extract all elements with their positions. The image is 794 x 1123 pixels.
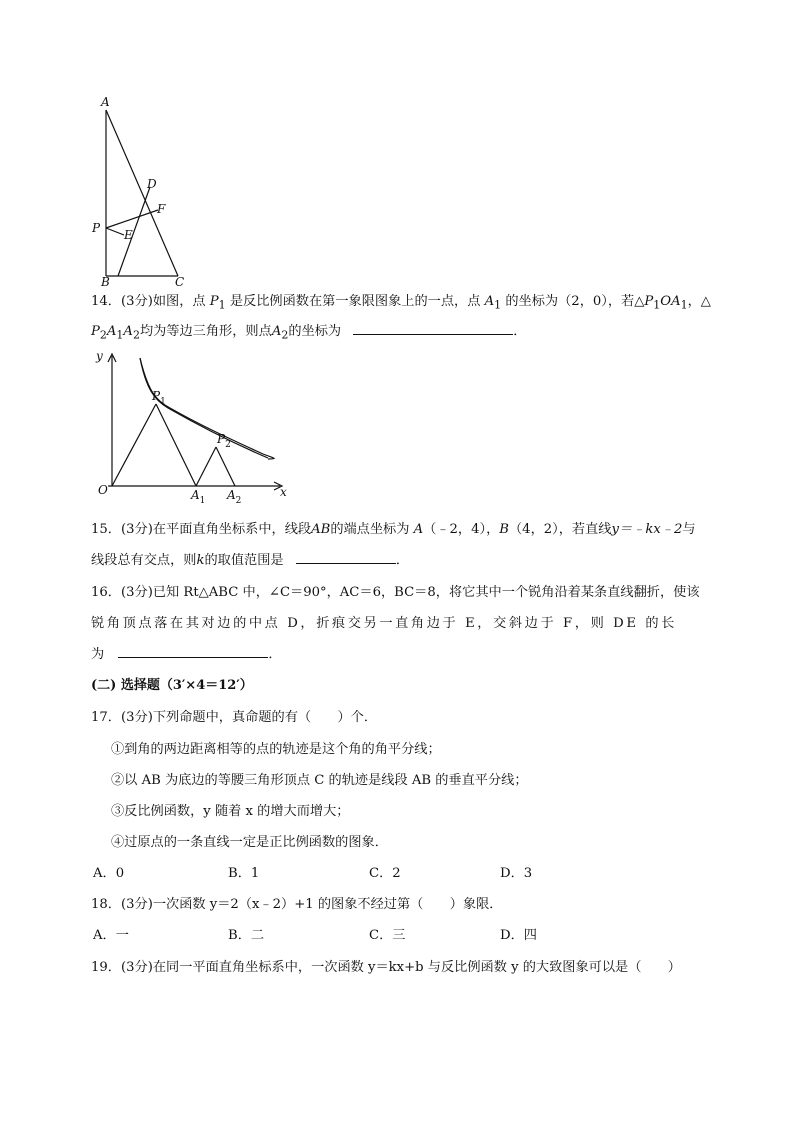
figure-hyperbola [88,346,298,506]
q15-point-a: A [413,522,424,537]
axis-x-label: x [280,485,287,499]
origin-label: O [98,483,108,497]
q14-tri1-sub: 1 [653,298,661,312]
q14-l2b-sub: 1 [116,328,124,342]
label-C: C [175,275,185,287]
q16-line2: 锐角顶点落在其对边的中点 D，折痕交另一直角边于 E，交斜边于 F，则 DE 的长 [91,616,677,631]
q17-item-4: ④过原点的一条直线一定是正比例函数的图象． [111,835,388,850]
q18-stem: 18．(3分)一次函数 y＝2（x﹣2）+1 的图象不经过第（ ）象限． [91,897,503,912]
q15-text4: 的取值范围是 [204,553,284,568]
label-E: E [124,228,133,242]
q15-b-coord: （4，2），若直线 [509,522,612,537]
q14-l2a: P [91,324,100,339]
q14-p1-sub: 1 [218,298,226,312]
q14-text2: 是反比例函数在第一象限图象上的一点，点 [229,294,481,309]
q15-a-coord: （﹣2，4）， [423,522,500,537]
q14-tri1: P [644,294,654,309]
q19-stem: 19．(3分)在同一平面直角坐标系中，一次函数 y＝kx+b 与反比例函数 y 的大致图象可以是（ ） [91,960,681,975]
q14-l2mid: 均为等边三角形，则点 [139,324,272,339]
q17-option-d[interactable]: D．3 [500,866,533,881]
q14-line2 [91,320,526,342]
q15-line1 [91,518,696,537]
q14-period: ． [513,324,527,339]
axis-y-label: y [96,349,103,363]
q18-option-b[interactable]: B．二 [228,928,265,943]
label-F: F [157,202,166,216]
q15-text2: 的端点坐标为 [330,522,410,537]
p2-label: $P_2$ [217,432,231,450]
q17-option-b[interactable]: B．1 [228,866,260,881]
q15-period: ． [395,553,410,568]
q14-comma: ，△ [687,294,711,309]
q18-option-a[interactable]: A．一 [93,928,129,943]
q18-option-c[interactable]: C．三 [369,928,406,943]
q15-point-b: B [499,522,509,537]
q15-k: k [196,553,205,568]
a1-label: $A_1$ [191,488,206,506]
q14-l2c: A [123,324,133,339]
q16-line3 [91,643,282,662]
q17-option-a[interactable]: A．0 [93,866,125,881]
q14-text3: 的坐标为（2，0），若△ [505,294,645,309]
q15-equation: y＝﹣kx﹣2 [611,522,683,537]
q14-tri1b: OA [660,294,681,309]
figure-triangle [88,92,198,287]
q16-period: ． [268,647,282,662]
p1-label: $P_1$ [152,389,166,407]
q14-tri1b-sub: 1 [680,298,688,312]
q17-stem: 17．(3分)下列命题中，真命题的有（ ）个． [91,710,378,725]
label-D: D [147,177,157,191]
label-P: P [92,221,101,235]
q15-text3: 线段总有交点，则 [91,553,197,568]
a2-label: $A_2$ [227,488,242,506]
q14-l2c-sub: 2 [132,328,140,342]
q17-option-c[interactable]: C．2 [369,866,401,881]
q14-answer-blank[interactable] [353,322,513,335]
q14-p1: P [209,294,219,309]
label-B: B [101,275,110,287]
q14-l2d-sub: 2 [281,328,289,342]
q14-line1 [91,290,711,312]
q15-ab: AB [311,522,331,537]
q14-a1: A [484,294,495,309]
q15-line2 [91,549,409,568]
q15-text1: 15．(3分)在平面直角坐标系中，线段 [91,522,312,537]
q15-tail: 与 [682,522,696,537]
q17-item-3: ③反比例函数，y 随着 x 的增大而增大； [111,804,350,819]
q14-text: 14．(3分)如图，点 [91,294,206,309]
q14-l2d: A [271,324,282,339]
q17-item-1: ①到角的两边距离相等的点的轨迹是这个角的角平分线； [111,742,441,757]
q18-option-d[interactable]: D．四 [500,928,537,943]
q14-l2a-sub: 2 [99,328,107,342]
q16-answer-blank[interactable] [118,645,268,658]
q16-line1: 16．(3分)已知 Rt△ABC 中，∠C＝90°，AC＝6，BC＝8，将它其中一个锐角沿着某条直线翻折，使该 [91,585,700,600]
q14-l2end: 的坐标为 [288,324,342,339]
q17-item-2: ②以 AB 为底边的等腰三角形顶点 C 的轨迹是线段 AB 的垂直平分线； [111,773,528,788]
section-title: (二) 选择题（3′×4＝12′） [91,678,253,693]
q14-l2b: A [106,324,117,339]
q16-text3: 为 [91,647,105,662]
q15-answer-blank[interactable] [296,551,396,564]
label-A: A [101,95,110,109]
q14-a1-sub: 1 [494,298,502,312]
